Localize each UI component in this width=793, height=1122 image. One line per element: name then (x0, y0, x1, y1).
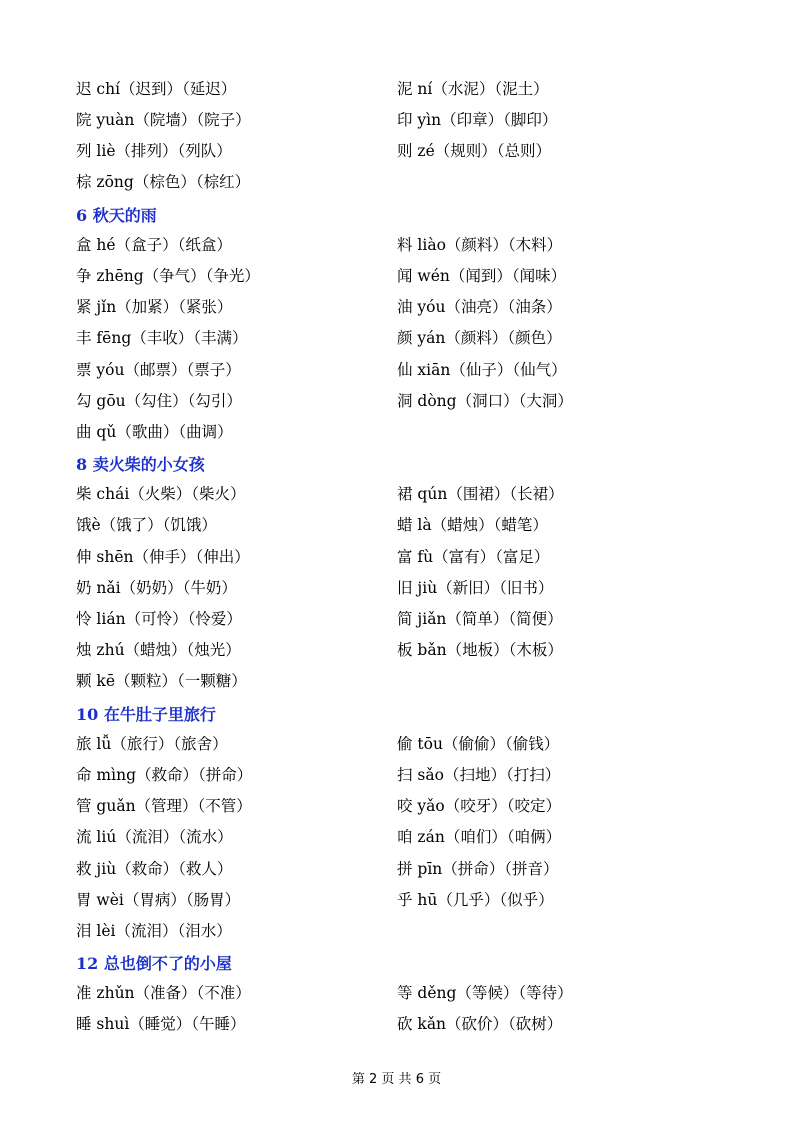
word-entry-left: 伸 shēn（伸手）（伸出） (76, 547, 250, 566)
word-entry-left: 准 zhǔn（准备）（不准） (76, 984, 251, 1003)
word-entry-right: 洞 dòng（洞口）（大洞） (397, 391, 573, 410)
word-entry-right: 旧 jiù（新旧）（旧书） (397, 578, 554, 597)
word-entry-right: 咬 yǎo（咬牙）（咬定） (397, 797, 562, 816)
word-entry-left: 棕 zōng（棕色）（棕红） (76, 173, 251, 192)
word-row (76, 854, 716, 885)
word-entry-right: 等 děng（等候）（等待） (397, 984, 573, 1003)
word-entry-left: 命 mìng（救命）（拼命） (76, 765, 253, 784)
word-row (76, 542, 716, 573)
lesson-heading: 10 在牛肚子里旅行 (76, 704, 216, 724)
word-row (76, 136, 716, 167)
word-entry-left: 争 zhēng（争气）（争光） (76, 266, 260, 285)
word-entry-left: 柴 chái（火柴）（柴火） (76, 485, 246, 504)
word-row (76, 1010, 716, 1041)
word-entry-right: 砍 kǎn（砍价）（砍树） (397, 1015, 563, 1034)
word-entry-left: 泪 lèi（流泪）（泪水） (76, 921, 232, 940)
word-row (76, 355, 716, 386)
word-row (76, 635, 716, 666)
word-row (76, 760, 716, 791)
word-row (76, 230, 716, 261)
word-entry-left: 紧 jǐn（加紧）（紧张） (76, 298, 233, 317)
word-row (76, 292, 716, 323)
vocabulary-list (76, 74, 716, 1041)
word-row (76, 916, 716, 947)
word-row (76, 386, 716, 417)
word-row (76, 417, 716, 448)
word-row (76, 978, 716, 1009)
word-entry-left: 旅 lǚ（旅行）（旅舍） (76, 734, 228, 753)
word-entry-left: 勾 gōu（勾住）（勾引） (76, 391, 242, 410)
word-entry-right: 板 bǎn（地板）（木板） (397, 641, 563, 660)
lesson-heading: 6 秋天的雨 (76, 205, 157, 225)
word-entry-left: 饿è（饿了）（饥饿） (76, 516, 217, 535)
word-entry-right: 料 liào（颜料）（木料） (397, 235, 563, 254)
word-row (76, 324, 716, 355)
word-entry-left: 院 yuàn（院墙）（院子） (76, 111, 251, 130)
word-row (76, 105, 716, 136)
word-entry-right: 简 jiǎn（简单）（简便） (397, 610, 563, 629)
word-entry-left: 胃 wèi（胃病）（肠胃） (76, 890, 241, 909)
word-row (76, 573, 716, 604)
word-row (76, 168, 716, 199)
word-entry-right: 咱 zán（咱们）（咱俩） (397, 828, 562, 847)
word-entry-right: 印 yìn（印章）（脚印） (397, 111, 558, 130)
word-entry-left: 救 jiù（救命）（救人） (76, 859, 233, 878)
word-entry-right: 蜡 là（蜡烛）（蜡笔） (397, 516, 548, 535)
page-footer: 第 2 页 共 6 页 (351, 1072, 442, 1087)
word-entry-left: 盒 hé（盒子）（纸盒） (76, 235, 232, 254)
word-entry-right: 仙 xiān（仙子）（仙气） (397, 360, 567, 379)
lesson-heading: 8 卖火柴的小女孩 (76, 455, 205, 475)
word-entry-left: 管 guǎn（管理）（不管） (76, 797, 252, 816)
word-row (76, 885, 716, 916)
word-entry-left: 曲 qǔ（歌曲）（曲调） (76, 422, 233, 441)
word-row (76, 729, 716, 760)
word-row (76, 511, 716, 542)
lesson-heading: 12 总也倒不了的小屋 (76, 954, 232, 974)
word-entry-right: 拼 pīn（拼命）（拼音） (397, 859, 559, 878)
word-entry-right: 偷 tōu（偷偷）（偷钱） (397, 734, 560, 753)
word-row (76, 74, 716, 105)
word-entry-right: 闻 wén（闻到）（闻味） (397, 266, 567, 285)
word-entry-right: 扫 sǎo（扫地）（打扫） (397, 765, 561, 784)
word-entry-left: 烛 zhú（蜡烛）（烛光） (76, 641, 241, 660)
word-entry-left: 怜 lián（可怜）（怜爱） (76, 610, 242, 629)
word-entry-left: 颗 kē（颗粒）（一颗糖） (76, 672, 247, 691)
word-entry-right: 颜 yán（颜料）（颜色） (397, 329, 562, 348)
word-entry-right: 富 fù（富有）（富足） (397, 547, 550, 566)
word-entry-left: 睡 shuì（睡觉）（午睡） (76, 1015, 246, 1034)
word-entry-left: 丰 fēng（丰收）（丰满） (76, 329, 248, 348)
word-entry-left: 票 yóu（邮票）（票子） (76, 360, 241, 379)
word-entry-right: 泥 ní（水泥）（泥土） (397, 79, 549, 98)
word-entry-left: 流 liú（流泪）（流水） (76, 828, 233, 847)
word-entry-left: 迟 chí（迟到）（延迟） (76, 79, 237, 98)
word-row (76, 479, 716, 510)
word-row (76, 667, 716, 698)
word-row (76, 823, 716, 854)
word-entry-right: 油 yóu（油亮）（油条） (397, 298, 562, 317)
word-row (76, 261, 716, 292)
word-entry-right: 裙 qún（围裙）（长裙） (397, 485, 564, 504)
word-row (76, 604, 716, 635)
word-entry-left: 奶 nǎi（奶奶）（牛奶） (76, 578, 237, 597)
word-entry-right: 则 zé（规则）（总则） (397, 142, 552, 161)
word-entry-left: 列 liè（排列）（列队） (76, 142, 232, 161)
word-entry-right: 乎 hū（几乎）（似乎） (397, 890, 554, 909)
word-row (76, 791, 716, 822)
